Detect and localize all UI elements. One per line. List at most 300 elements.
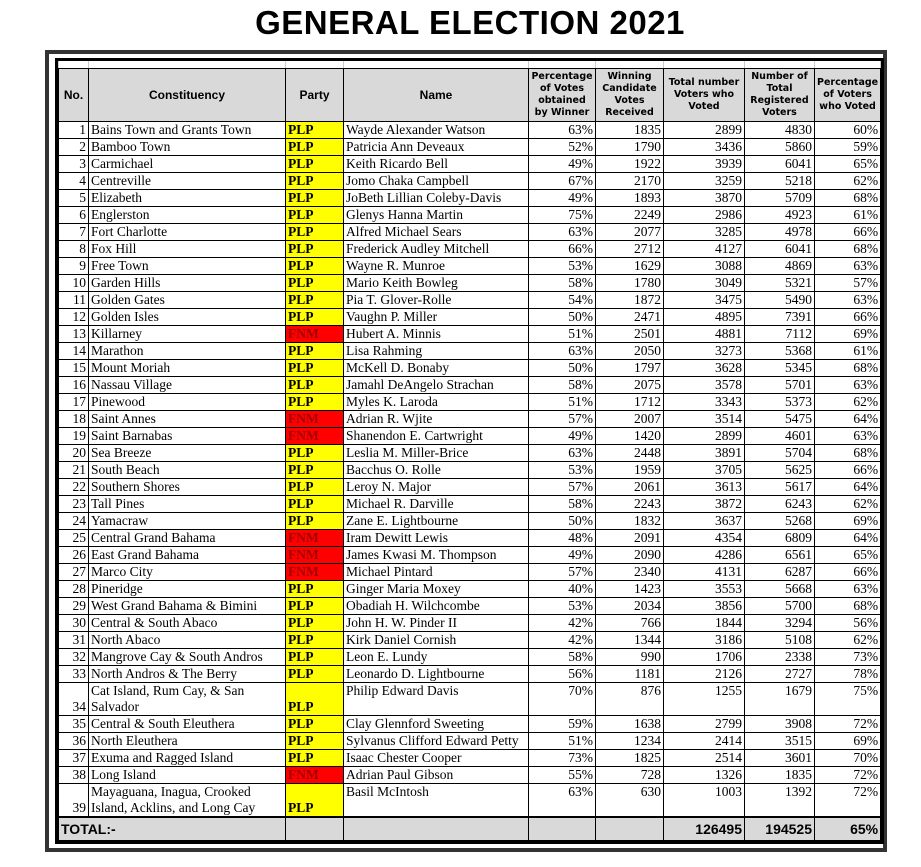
cell-registered: 1679 [745, 683, 815, 716]
cell-party: PLP [286, 275, 344, 292]
cell-total-voted: 1706 [664, 649, 745, 666]
cell-name: Patricia Ann Deveaux [344, 139, 529, 156]
cell-winning-votes: 2091 [596, 530, 664, 547]
cell-winning-votes: 1872 [596, 292, 664, 309]
cell-name: McKell D. Bonaby [344, 360, 529, 377]
cell-total-voted: 3259 [664, 173, 745, 190]
cell-name: Michael Pintard [344, 564, 529, 581]
cell-name: Iram Dewitt Lewis [344, 530, 529, 547]
cell-name: Adrian R. Wjite [344, 411, 529, 428]
cell-winning-votes: 2448 [596, 445, 664, 462]
cell-pct-voted: 63% [815, 258, 881, 275]
cell-pct-voted: 63% [815, 428, 881, 445]
cell-registered: 5373 [745, 394, 815, 411]
cell-no: 26 [59, 547, 89, 564]
cell-party: PLP [286, 784, 344, 818]
cell-registered: 4601 [745, 428, 815, 445]
cell-pct-voted: 61% [815, 343, 881, 360]
cell-total-voted: 2799 [664, 716, 745, 733]
cell-constituency: Mangrove Cay & South Andros [89, 649, 286, 666]
cell-no: 6 [59, 207, 89, 224]
cell-pct-voted: 68% [815, 190, 881, 207]
cell-no: 21 [59, 462, 89, 479]
table-row [59, 309, 881, 326]
cell-party: PLP [286, 394, 344, 411]
cell-total-voted: 2514 [664, 750, 745, 767]
cell-constituency: Fox Hill [89, 241, 286, 258]
cell-pct-winner: 63% [529, 224, 596, 241]
cell-name: James Kwasi M. Thompson [344, 547, 529, 564]
cell-party: PLP [286, 190, 344, 207]
cell-pct-winner: 56% [529, 666, 596, 683]
cell-party: PLP [286, 139, 344, 156]
cell-winning-votes: 2249 [596, 207, 664, 224]
cell-total-voted: 2986 [664, 207, 745, 224]
cell-winning-votes: 2471 [596, 309, 664, 326]
cell-pct-winner: 40% [529, 581, 596, 598]
cell-pct-winner: 75% [529, 207, 596, 224]
cell-no: 4 [59, 173, 89, 190]
cell-party: PLP [286, 224, 344, 241]
table-row [59, 224, 881, 241]
cell-total-voted: 3856 [664, 598, 745, 615]
table-row [59, 190, 881, 207]
cell-registered: 5490 [745, 292, 815, 309]
cell-pct-winner: 57% [529, 479, 596, 496]
cell-winning-votes: 1629 [596, 258, 664, 275]
cell-pct-voted: 62% [815, 394, 881, 411]
cell-no: 19 [59, 428, 89, 445]
cell-total-voted: 4881 [664, 326, 745, 343]
table-row [59, 649, 881, 666]
cell-constituency: Sea Breeze [89, 445, 286, 462]
cell-name: Adrian Paul Gibson [344, 767, 529, 784]
cell-party: PLP [286, 581, 344, 598]
cell-constituency: Golden Isles [89, 309, 286, 326]
cell-no: 35 [59, 716, 89, 733]
cell-name: Lisa Rahming [344, 343, 529, 360]
cell-pct-voted: 72% [815, 716, 881, 733]
cell-pct-voted: 69% [815, 733, 881, 750]
cell-winning-votes: 2243 [596, 496, 664, 513]
cell-total-voted: 3939 [664, 156, 745, 173]
cell-pct-winner: 53% [529, 258, 596, 275]
cell-pct-winner: 51% [529, 733, 596, 750]
cell-registered: 3908 [745, 716, 815, 733]
total-row [59, 817, 881, 841]
total-party-empty [286, 817, 344, 841]
cell-no: 30 [59, 615, 89, 632]
cell-registered: 6243 [745, 496, 815, 513]
cell-constituency: Pinewood [89, 394, 286, 411]
cell-name: Leslia M. Miller-Brice [344, 445, 529, 462]
cell-constituency: Bamboo Town [89, 139, 286, 156]
table-row [59, 360, 881, 377]
cell-no: 8 [59, 241, 89, 258]
cell-no: 32 [59, 649, 89, 666]
cell-pct-winner: 70% [529, 683, 596, 716]
cell-winning-votes: 1181 [596, 666, 664, 683]
cell-no: 39 [59, 784, 89, 818]
cell-party: PLP [286, 598, 344, 615]
cell-no: 13 [59, 326, 89, 343]
cell-pct-voted: 60% [815, 122, 881, 139]
cell-pct-voted: 61% [815, 207, 881, 224]
cell-winning-votes: 1423 [596, 581, 664, 598]
cell-pct-voted: 62% [815, 632, 881, 649]
cell-total-voted: 3870 [664, 190, 745, 207]
cell-total-voted: 3475 [664, 292, 745, 309]
cell-pct-winner: 49% [529, 190, 596, 207]
cell-party: PLP [286, 513, 344, 530]
cell-name: Glenys Hanna Martin [344, 207, 529, 224]
cell-pct-voted: 64% [815, 411, 881, 428]
header-name: Name [344, 69, 529, 122]
cell-party: PLP [286, 156, 344, 173]
total-pct-winner-empty [529, 817, 596, 841]
cell-winning-votes: 766 [596, 615, 664, 632]
table-row [59, 173, 881, 190]
cell-constituency: East Grand Bahama [89, 547, 286, 564]
total-label: TOTAL:- [59, 817, 286, 841]
cell-winning-votes: 1922 [596, 156, 664, 173]
cell-pct-winner: 58% [529, 649, 596, 666]
table-row [59, 394, 881, 411]
cell-pct-voted: 59% [815, 139, 881, 156]
cell-name: Kirk Daniel Cornish [344, 632, 529, 649]
cell-constituency: Tall Pines [89, 496, 286, 513]
cell-total-voted: 3088 [664, 258, 745, 275]
cell-party: FNM [286, 547, 344, 564]
cell-constituency: Nassau Village [89, 377, 286, 394]
table-row [59, 445, 881, 462]
cell-registered: 5709 [745, 190, 815, 207]
cell-constituency: Central & South Abaco [89, 615, 286, 632]
cell-party: PLP [286, 683, 344, 716]
cell-no: 10 [59, 275, 89, 292]
cell-total-voted: 4354 [664, 530, 745, 547]
cell-name: Isaac Chester Cooper [344, 750, 529, 767]
cell-registered: 6809 [745, 530, 815, 547]
cell-party: PLP [286, 750, 344, 767]
cell-no: 15 [59, 360, 89, 377]
table-row [59, 784, 881, 818]
cell-party: PLP [286, 309, 344, 326]
cell-party: FNM [286, 428, 344, 445]
cell-constituency: Elizabeth [89, 190, 286, 207]
cell-party: PLP [286, 615, 344, 632]
cell-total-voted: 3637 [664, 513, 745, 530]
cell-name: Wayde Alexander Watson [344, 122, 529, 139]
cell-winning-votes: 1832 [596, 513, 664, 530]
cell-winning-votes: 630 [596, 784, 664, 818]
header-registered: Number of Total Registered Voters [745, 69, 815, 122]
cell-registered: 5700 [745, 598, 815, 615]
cell-pct-winner: 51% [529, 394, 596, 411]
cell-party: PLP [286, 733, 344, 750]
cell-constituency: Mayaguana, Inagua, Crooked Island, Acklins, and Long Cay [89, 784, 286, 818]
cell-total-voted: 3578 [664, 377, 745, 394]
cell-winning-votes: 2007 [596, 411, 664, 428]
cell-registered: 7112 [745, 326, 815, 343]
cell-registered: 6561 [745, 547, 815, 564]
cell-no: 27 [59, 564, 89, 581]
table-row [59, 326, 881, 343]
total-pct-voted: 65% [815, 817, 881, 841]
cell-registered: 6041 [745, 156, 815, 173]
cell-party: FNM [286, 411, 344, 428]
cell-pct-voted: 63% [815, 581, 881, 598]
cell-constituency: Centreville [89, 173, 286, 190]
cell-pct-voted: 64% [815, 530, 881, 547]
table-row [59, 530, 881, 547]
cell-party: PLP [286, 360, 344, 377]
cell-constituency: Free Town [89, 258, 286, 275]
table-row [59, 258, 881, 275]
table-row [59, 343, 881, 360]
cell-winning-votes: 1835 [596, 122, 664, 139]
cell-pct-winner: 57% [529, 564, 596, 581]
cell-constituency: Central Grand Bahama [89, 530, 286, 547]
cell-name: Bacchus O. Rolle [344, 462, 529, 479]
cell-pct-voted: 62% [815, 496, 881, 513]
table-row [59, 496, 881, 513]
cell-no: 16 [59, 377, 89, 394]
cell-pct-winner: 54% [529, 292, 596, 309]
cell-party: PLP [286, 666, 344, 683]
cell-name: Alfred Michael Sears [344, 224, 529, 241]
cell-pct-winner: 53% [529, 598, 596, 615]
cell-registered: 5321 [745, 275, 815, 292]
cell-party: PLP [286, 632, 344, 649]
cell-name: Ginger Maria Moxey [344, 581, 529, 598]
cell-no: 18 [59, 411, 89, 428]
cell-total-voted: 2899 [664, 122, 745, 139]
table-row [59, 139, 881, 156]
cell-constituency: Bains Town and Grants Town [89, 122, 286, 139]
cell-registered: 4923 [745, 207, 815, 224]
cell-registered: 5701 [745, 377, 815, 394]
table-row [59, 156, 881, 173]
cell-name: Wayne R. Munroe [344, 258, 529, 275]
cell-constituency: Yamacraw [89, 513, 286, 530]
cell-constituency: Saint Barnabas [89, 428, 286, 445]
cell-no: 14 [59, 343, 89, 360]
cell-winning-votes: 1234 [596, 733, 664, 750]
header-winning-votes: Winning Candidate Votes Received [596, 69, 664, 122]
cell-registered: 5704 [745, 445, 815, 462]
table-row [59, 750, 881, 767]
cell-total-voted: 2414 [664, 733, 745, 750]
cell-registered: 5368 [745, 343, 815, 360]
cell-total-voted: 2126 [664, 666, 745, 683]
cell-pct-winner: 58% [529, 377, 596, 394]
cell-constituency: Marco City [89, 564, 286, 581]
cell-no: 33 [59, 666, 89, 683]
cell-registered: 6287 [745, 564, 815, 581]
cell-party: PLP [286, 241, 344, 258]
cell-party: FNM [286, 530, 344, 547]
cell-party: PLP [286, 716, 344, 733]
cell-registered: 5475 [745, 411, 815, 428]
cell-pct-voted: 68% [815, 360, 881, 377]
cell-name: Leon E. Lundy [344, 649, 529, 666]
cell-constituency: Central & South Eleuthera [89, 716, 286, 733]
cell-winning-votes: 2061 [596, 479, 664, 496]
cell-registered: 2338 [745, 649, 815, 666]
table-row [59, 767, 881, 784]
header-no: No. [59, 69, 89, 122]
cell-name: Basil McIntosh [344, 784, 529, 818]
cell-name: Shanendon E. Cartwright [344, 428, 529, 445]
cell-name: Pia T. Glover-Rolle [344, 292, 529, 309]
cell-registered: 5860 [745, 139, 815, 156]
cell-pct-winner: 67% [529, 173, 596, 190]
cell-winning-votes: 1825 [596, 750, 664, 767]
cell-pct-winner: 58% [529, 275, 596, 292]
cell-no: 11 [59, 292, 89, 309]
cell-constituency: Exuma and Ragged Island [89, 750, 286, 767]
cell-total-voted: 3186 [664, 632, 745, 649]
spacer-row [59, 61, 881, 69]
cell-pct-voted: 69% [815, 513, 881, 530]
cell-name: JoBeth Lillian Coleby-Davis [344, 190, 529, 207]
cell-total-voted: 3613 [664, 479, 745, 496]
cell-winning-votes: 2170 [596, 173, 664, 190]
cell-winning-votes: 876 [596, 683, 664, 716]
cell-total-voted: 4895 [664, 309, 745, 326]
cell-pct-winner: 49% [529, 428, 596, 445]
cell-name: Frederick Audley Mitchell [344, 241, 529, 258]
cell-winning-votes: 1959 [596, 462, 664, 479]
cell-name: Zane E. Lightbourne [344, 513, 529, 530]
cell-constituency: Saint Annes [89, 411, 286, 428]
cell-no: 12 [59, 309, 89, 326]
cell-pct-voted: 69% [815, 326, 881, 343]
cell-total-voted: 1255 [664, 683, 745, 716]
cell-pct-voted: 62% [815, 173, 881, 190]
header-party: Party [286, 69, 344, 122]
header-constituency: Constituency [89, 69, 286, 122]
cell-pct-winner: 58% [529, 496, 596, 513]
cell-no: 25 [59, 530, 89, 547]
cell-no: 34 [59, 683, 89, 716]
cell-pct-voted: 68% [815, 241, 881, 258]
cell-constituency: North Abaco [89, 632, 286, 649]
cell-pct-winner: 66% [529, 241, 596, 258]
cell-name: Myles K. Laroda [344, 394, 529, 411]
cell-no: 37 [59, 750, 89, 767]
cell-constituency: Mount Moriah [89, 360, 286, 377]
table-row [59, 207, 881, 224]
cell-winning-votes: 728 [596, 767, 664, 784]
cell-registered: 3294 [745, 615, 815, 632]
cell-winning-votes: 2712 [596, 241, 664, 258]
cell-pct-winner: 42% [529, 615, 596, 632]
cell-no: 7 [59, 224, 89, 241]
table-row [59, 615, 881, 632]
cell-no: 5 [59, 190, 89, 207]
cell-name: Vaughn P. Miller [344, 309, 529, 326]
cell-pct-voted: 63% [815, 292, 881, 309]
cell-constituency: Carmichael [89, 156, 286, 173]
cell-party: PLP [286, 479, 344, 496]
total-registered: 194525 [745, 817, 815, 841]
cell-constituency: Fort Charlotte [89, 224, 286, 241]
cell-winning-votes: 2090 [596, 547, 664, 564]
cell-total-voted: 3436 [664, 139, 745, 156]
cell-pct-winner: 63% [529, 784, 596, 818]
cell-winning-votes: 1893 [596, 190, 664, 207]
cell-no: 9 [59, 258, 89, 275]
cell-registered: 5108 [745, 632, 815, 649]
cell-registered: 4869 [745, 258, 815, 275]
cell-winning-votes: 1780 [596, 275, 664, 292]
cell-total-voted: 3285 [664, 224, 745, 241]
cell-constituency: Golden Gates [89, 292, 286, 309]
cell-pct-voted: 75% [815, 683, 881, 716]
cell-registered: 7391 [745, 309, 815, 326]
cell-pct-winner: 48% [529, 530, 596, 547]
cell-winning-votes: 2034 [596, 598, 664, 615]
cell-constituency: Killarney [89, 326, 286, 343]
cell-pct-voted: 65% [815, 547, 881, 564]
cell-registered: 1392 [745, 784, 815, 818]
cell-party: PLP [286, 377, 344, 394]
cell-pct-voted: 68% [815, 445, 881, 462]
cell-party: PLP [286, 207, 344, 224]
cell-constituency: Cat Island, Rum Cay, & San Salvador [89, 683, 286, 716]
table-row [59, 428, 881, 445]
table-row [59, 513, 881, 530]
table-row [59, 564, 881, 581]
table-row [59, 479, 881, 496]
results-body [59, 122, 881, 818]
cell-registered: 4830 [745, 122, 815, 139]
cell-registered: 5218 [745, 173, 815, 190]
cell-pct-winner: 57% [529, 411, 596, 428]
cell-total-voted: 4131 [664, 564, 745, 581]
cell-pct-voted: 66% [815, 224, 881, 241]
cell-party: PLP [286, 173, 344, 190]
cell-name: Leroy N. Major [344, 479, 529, 496]
table-row [59, 733, 881, 750]
cell-no: 17 [59, 394, 89, 411]
cell-pct-winner: 50% [529, 513, 596, 530]
cell-total-voted: 3343 [664, 394, 745, 411]
cell-constituency: Marathon [89, 343, 286, 360]
cell-registered: 5617 [745, 479, 815, 496]
cell-winning-votes: 2077 [596, 224, 664, 241]
cell-winning-votes: 1638 [596, 716, 664, 733]
table-row [59, 292, 881, 309]
table-row [59, 581, 881, 598]
cell-pct-voted: 66% [815, 462, 881, 479]
cell-winning-votes: 2050 [596, 343, 664, 360]
cell-registered: 6041 [745, 241, 815, 258]
cell-registered: 5268 [745, 513, 815, 530]
election-results-table [58, 61, 881, 841]
total-winning-votes-empty [596, 817, 664, 841]
cell-registered: 5345 [745, 360, 815, 377]
cell-winning-votes: 2075 [596, 377, 664, 394]
cell-pct-voted: 64% [815, 479, 881, 496]
cell-pct-voted: 72% [815, 767, 881, 784]
cell-no: 38 [59, 767, 89, 784]
cell-total-voted: 4127 [664, 241, 745, 258]
cell-pct-voted: 56% [815, 615, 881, 632]
cell-winning-votes: 1797 [596, 360, 664, 377]
